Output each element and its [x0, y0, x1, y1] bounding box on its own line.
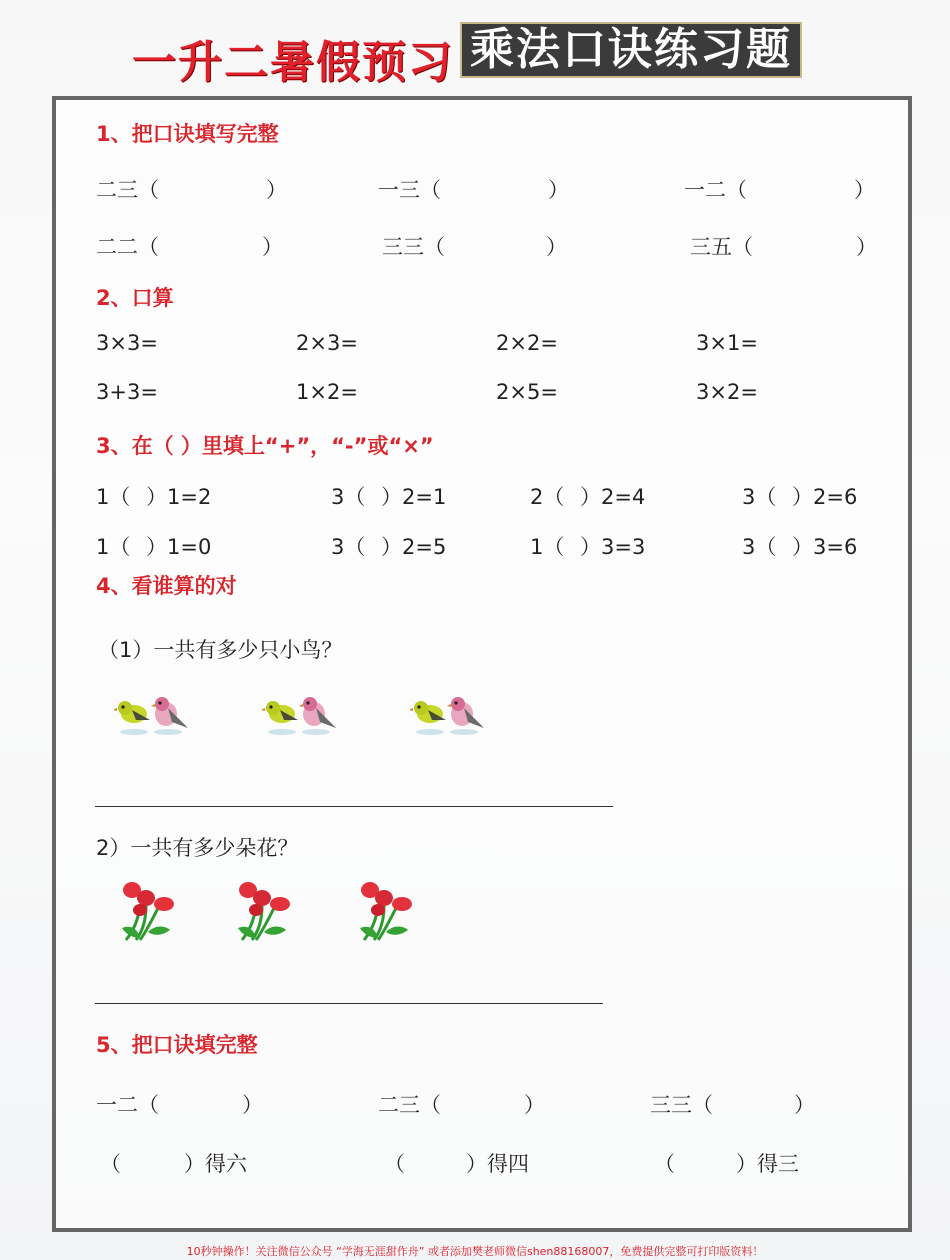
s3-item-3-right: ）2=4	[580, 485, 646, 509]
s2-item-3: 2×2=	[496, 331, 558, 355]
page-title	[0, 22, 950, 88]
answer-line-1[interactable]	[95, 806, 613, 807]
s2-item-6: 1×2=	[296, 380, 358, 404]
s3-item-6-right: ）2=5	[381, 535, 447, 559]
s5-item-3: 三三（	[650, 1093, 713, 1117]
s5-item-2: 二三（	[378, 1093, 441, 1117]
s3-item-1-left: 1（	[96, 485, 131, 509]
s3-item-7-right: ）3=3	[580, 535, 646, 559]
s3-item-4-left: 3（	[742, 485, 777, 509]
s1-close-3: ）	[854, 178, 875, 202]
footer-notice: 10秒钟操作！关注微信公众号 “学海无涯甜作舟” 或者添加樊老师微信shen88168007，免费提供完整可打印版资料！	[186, 1245, 764, 1258]
tulip-bouquet-icon	[356, 880, 418, 944]
s3-item-6-left: 3（	[331, 535, 366, 559]
s3-item-3-left: 2（	[530, 485, 565, 509]
worksheet-frame	[52, 96, 912, 1232]
s3-item-8-right: ）3=6	[792, 535, 858, 559]
tulip-bouquet-icon	[118, 880, 180, 944]
s5-open-2: （	[384, 1152, 405, 1176]
s1-close-5: ）	[546, 235, 567, 259]
s3-item-5-left: 1（	[96, 535, 131, 559]
s1-close-1: ）	[266, 178, 287, 202]
s5-close-2: ）	[524, 1093, 545, 1117]
s2-item-5: 3+3=	[96, 380, 158, 404]
s1-item-2: 一三（	[378, 178, 441, 202]
section4-heading: 4、看谁算的对	[96, 574, 237, 598]
section2-heading: 2、口算	[96, 286, 174, 310]
s5-open-1: （	[100, 1152, 121, 1176]
s3-item-2-left: 3（	[331, 485, 366, 509]
s3-item-1-right: ）1=2	[146, 485, 212, 509]
section5-heading: 5、把口诀填完整	[96, 1033, 258, 1057]
s3-item-7-left: 1（	[530, 535, 565, 559]
s1-close-2: ）	[548, 178, 569, 202]
s4-question-2: 2）一共有多少朵花？	[96, 836, 299, 860]
s2-item-1: 3×3=	[96, 331, 158, 355]
s1-item-6: 三五（	[690, 235, 753, 259]
s5-item-4: ）得六	[184, 1152, 247, 1176]
title-red-part: 一升二暑假预习	[132, 37, 454, 88]
s1-item-1: 二三（	[96, 178, 159, 202]
bird-pair-icon	[114, 692, 194, 736]
bird-pair-icon	[262, 692, 342, 736]
s3-item-8-left: 3（	[742, 535, 777, 559]
s5-item-6: ）得三	[736, 1152, 799, 1176]
s2-item-4: 3×1=	[696, 331, 758, 355]
s1-close-6: ）	[856, 235, 877, 259]
s5-close-1: ）	[242, 1093, 263, 1117]
s5-item-5: ）得四	[466, 1152, 529, 1176]
s2-item-8: 3×2=	[696, 380, 758, 404]
title-dark-part: 乘法口诀练习题	[460, 22, 802, 78]
s3-item-2-right: ）2=1	[381, 485, 447, 509]
tulip-bouquet-icon	[234, 880, 296, 944]
s5-item-1: 一二（	[96, 1093, 159, 1117]
s2-item-2: 2×3=	[296, 331, 358, 355]
s3-item-4-right: ）2=6	[792, 485, 858, 509]
section3-heading: 3、在（ ）里填上“+”，“-”或“×”	[96, 434, 434, 458]
s1-item-5: 三三（	[382, 235, 445, 259]
s5-open-3: （	[654, 1152, 675, 1176]
s1-item-4: 二二（	[96, 235, 159, 259]
s1-close-4: ）	[262, 235, 283, 259]
s5-close-3: ）	[794, 1093, 815, 1117]
s3-item-5-right: ）1=0	[146, 535, 212, 559]
answer-line-2[interactable]	[95, 1003, 603, 1004]
bird-pair-icon	[410, 692, 490, 736]
section1-heading: 1、把口诀填写完整	[96, 122, 279, 146]
s1-item-3: 一二（	[684, 178, 747, 202]
s4-question-1: （1）一共有多少只小鸟？	[98, 638, 343, 662]
s2-item-7: 2×5=	[496, 380, 558, 404]
